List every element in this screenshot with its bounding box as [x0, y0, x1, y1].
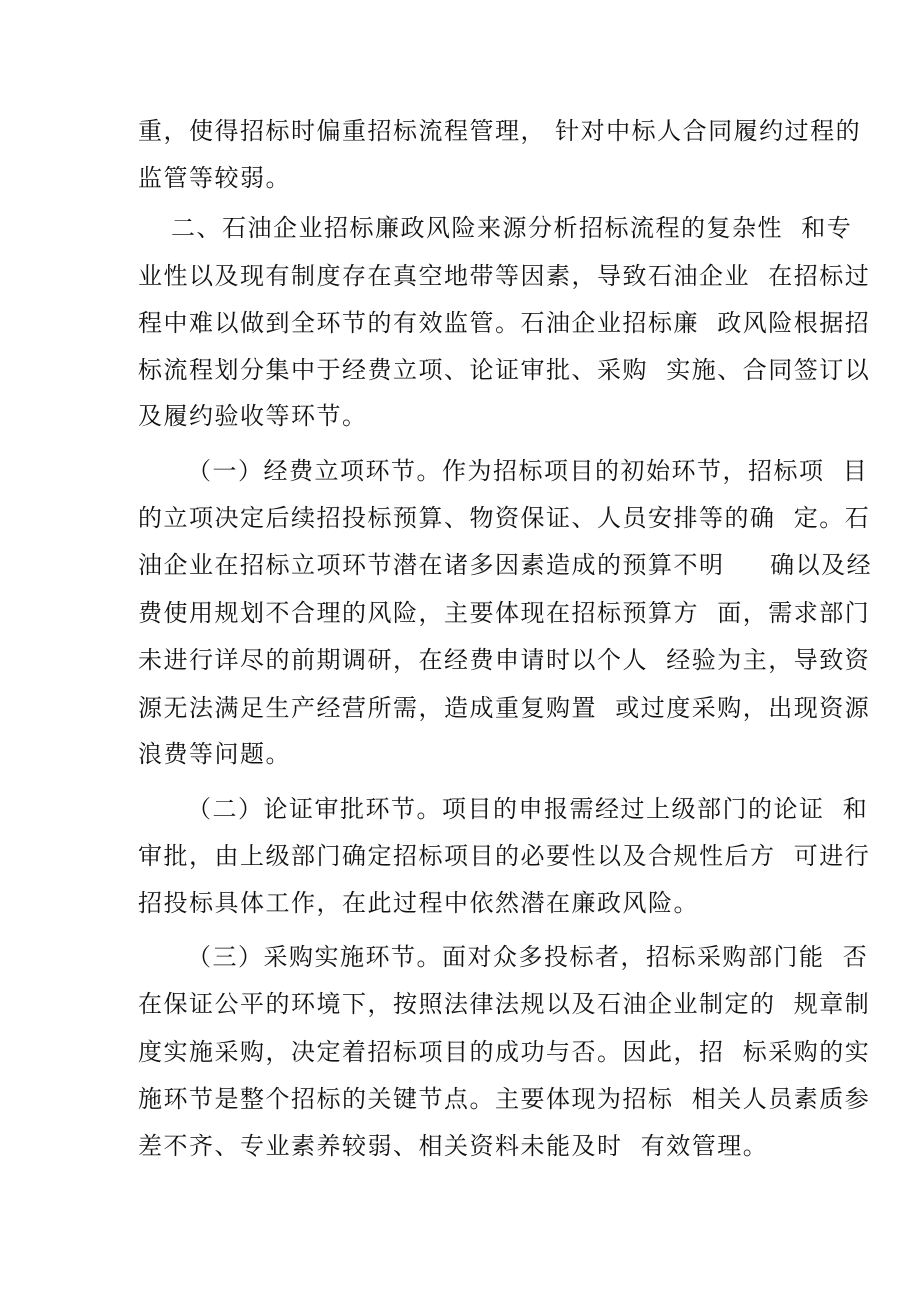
text-line: 油企业在招标立项环节潜在诸多因素造成的预算不明 确以及经 — [138, 551, 873, 579]
subsection-line: （三）采购实施环节。面对众多投标者，招标采购部门能 否 — [187, 943, 869, 971]
text-line: 差不齐、专业素养较弱、相关资料未能及时 有效管理。 — [138, 1132, 769, 1160]
text-line: 施环节是整个招标的关键节点。主要体现为招标 相关人员素质参 — [138, 1085, 871, 1113]
text-line: 未进行详尽的前期调研，在经费申请时以个人 经验为主，导致资 — [138, 646, 871, 674]
text-line: 费使用规划不合理的风险，主要体现在招标预算方 面，需求部门 — [138, 599, 871, 627]
text-line: 源无法满足生产经营所需，造成重复购置 或过度采购，出现资源 — [138, 694, 871, 722]
text-line: 度实施采购，决定着招标项目的成功与否。因此，招 标采购的实 — [138, 1038, 871, 1066]
text-line: 招投标具体工作，在此过程中依然潜在廉政风险。 — [138, 889, 699, 917]
text-line: 在保证公平的环境下，按照法律法规以及石油企业制定的 规章制 — [138, 990, 871, 1018]
text-line: 程中难以做到全环节的有效监管。石油企业招标廉 政风险根据招 — [138, 309, 871, 337]
text-line: 的立项决定后续招投标预算、物资保证、人员安排等的确 定。石 — [138, 504, 871, 532]
text-line: 重，使得招标时偏重招标流程管理， 针对中标人合同履约过程的 — [138, 117, 862, 145]
subsection-line: （二）论证审批环节。项目的申报需经过上级部门的论证 和 — [187, 795, 869, 823]
text-line: 业性以及现有制度存在真空地带等因素，导致石油企业 在招标过 — [138, 262, 871, 290]
subsection-line: （一）经费立项环节。作为招标项目的初始环节，招标项 目 — [187, 457, 869, 485]
section-heading-line: 二、石油企业招标廉政风险来源分析招标流程的复杂性 和专 — [171, 214, 853, 242]
text-line: 及履约验收等环节。 — [138, 402, 368, 430]
text-line: 标流程划分集中于经费立项、论证审批、采购 实施、合同签订以 — [138, 356, 871, 384]
text-line: 监管等较弱。 — [138, 164, 291, 192]
text-line: 浪费等问题。 — [138, 740, 291, 768]
text-line: 审批，由上级部门确定招标项目的必要性以及合规性后方 可进行 — [138, 842, 871, 870]
